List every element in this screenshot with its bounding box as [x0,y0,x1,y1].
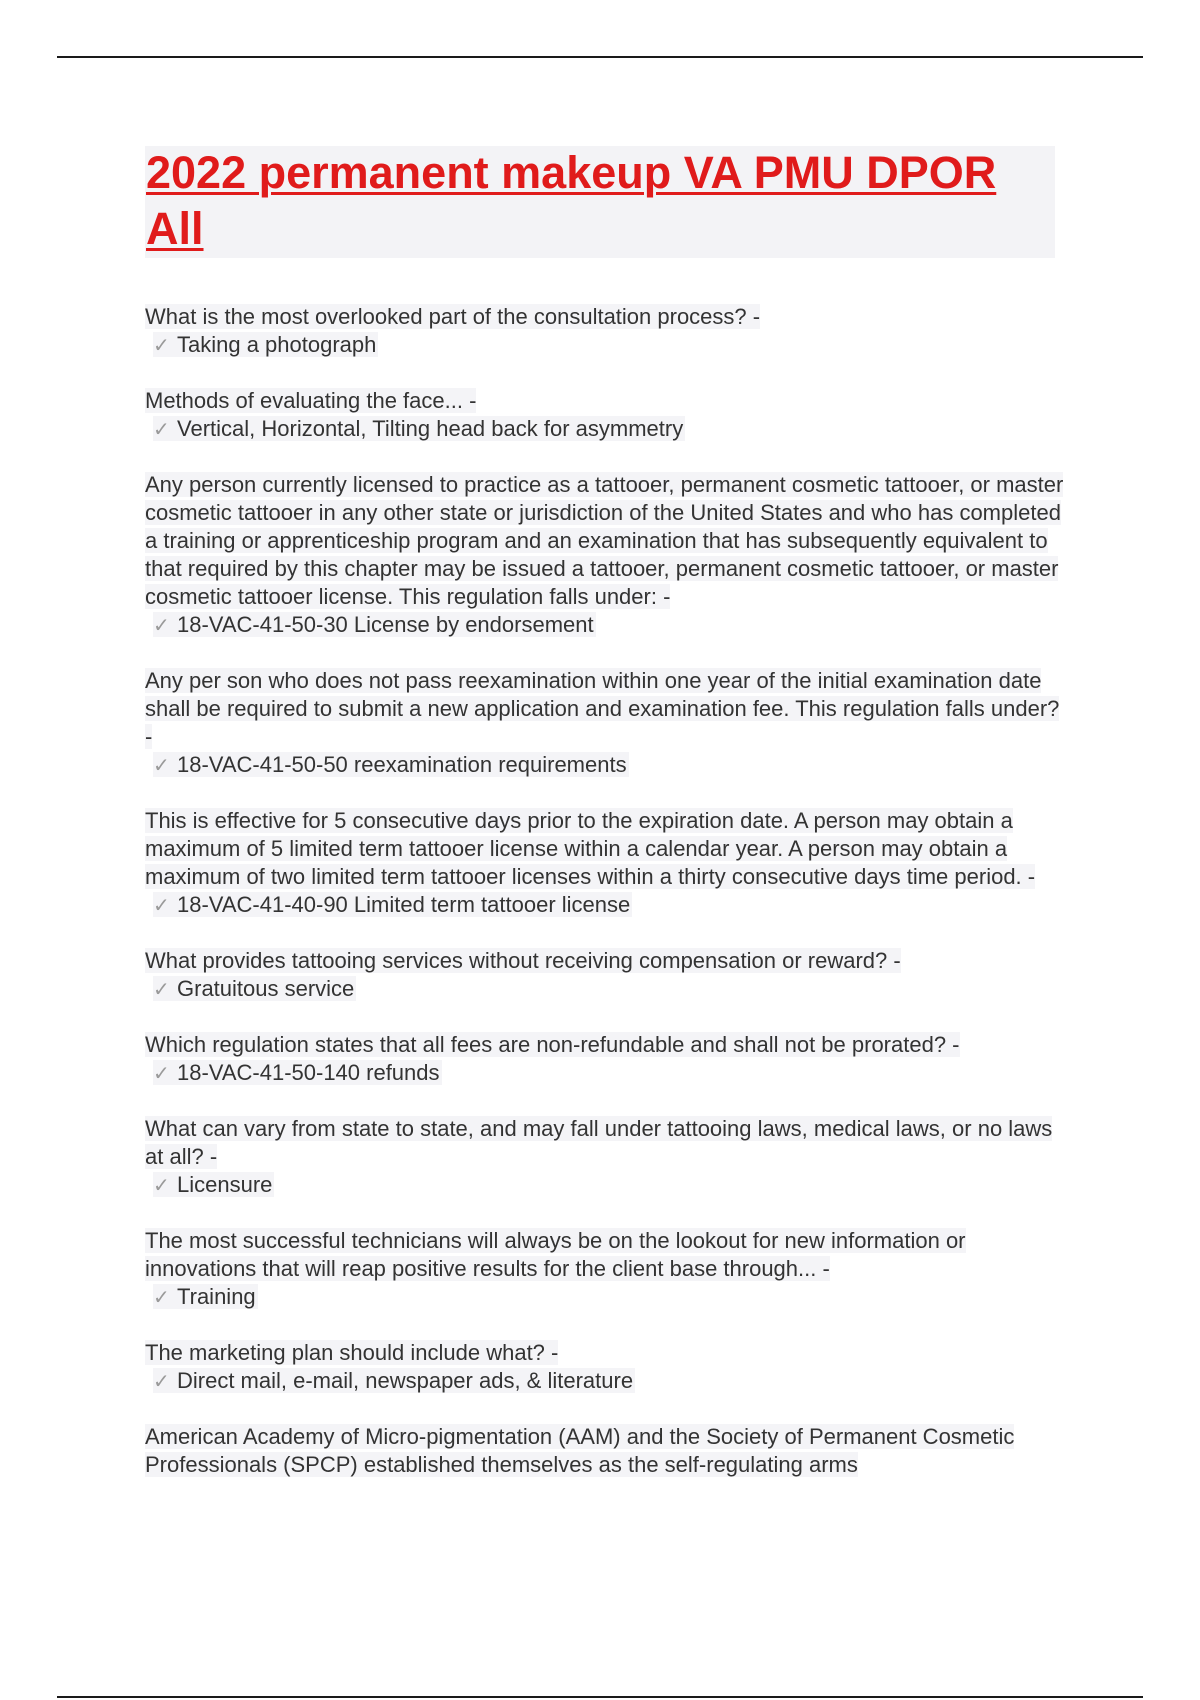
bottom-rule [57,1696,1143,1698]
qa-item [145,1227,1065,1311]
question-text: Any person currently licensed to practice as a tattooer, permanent cosmetic tattooer, or master cosmetic tattooer in any other state or jurisdiction of the United States and who has completed a training or apprenticeship program and an examination that has subsequently equivalent to that required by this chapter may be issued a tattooer, permanent cosmetic tattooer, or master cosmetic tattooer license. This regulation falls under: - [145,472,1064,609]
question-text: What is the most overlooked part of the consultation process? - [145,304,761,329]
question-text: American Academy of Micro-pigmentation (AAM) and the Society of Permanent Cosmetic Professionals (SPCP) established themselves as the self-regulating arms [145,1424,1015,1477]
qa-item [145,1339,1065,1395]
question-text: What provides tattooing services without receiving compensation or reward? - [145,948,901,973]
check-mark-icon: ✓ [153,1173,170,1197]
top-rule [57,56,1143,58]
qa-item [145,1115,1065,1199]
check-mark-icon: ✓ [153,753,170,777]
answer-text: 18-VAC-41-50-30 License by endorsement [177,612,594,637]
question-text: Methods of evaluating the face... - [145,388,477,413]
qa-item [145,667,1065,779]
question-text: The most successful technicians will always be on the lookout for new information or innovations that will reap positive results for the client base through... - [145,1228,966,1281]
qa-item [145,947,1065,1003]
answer-text: 18-VAC-41-50-140 refunds [177,1060,440,1085]
answer-text: 18-VAC-41-40-90 Limited term tattooer license [177,892,631,917]
question-text: Any per son who does not pass reexamination within one year of the initial examination date shall be required to submit a new application and examination fee. This regulation falls under? - [145,668,1060,749]
qa-item [145,1031,1065,1087]
qa-list [145,303,1065,1507]
answer-text: Licensure [177,1172,273,1197]
check-mark-icon: ✓ [153,333,170,357]
check-mark-icon: ✓ [153,977,170,1001]
check-mark-icon: ✓ [153,613,170,637]
check-mark-icon: ✓ [153,893,170,917]
check-mark-icon: ✓ [153,1061,170,1085]
check-mark-icon: ✓ [153,417,170,441]
qa-item [145,387,1065,443]
question-text: The marketing plan should include what? - [145,1340,559,1365]
qa-item [145,807,1065,919]
answer-text: Taking a photograph [177,332,377,357]
question-text: This is effective for 5 consecutive days prior to the expiration date. A person may obtain a maximum of 5 limited term tattooer license within a calendar year. A person may obtain a maximum of two limited term tattooer licenses within a thirty consecutive days time period. - [145,808,1036,889]
answer-text: Gratuitous service [177,976,355,1001]
answer-text: 18-VAC-41-50-50 reexamination requirements [177,752,627,777]
page-title: 2022 permanent makeup VA PMU DPOR All [146,147,997,254]
check-mark-icon: ✓ [153,1369,170,1393]
question-text: What can vary from state to state, and may fall under tattooing laws, medical laws, or no laws at all? - [145,1116,1053,1169]
qa-item [145,1423,1065,1479]
question-text: Which regulation states that all fees are non-refundable and shall not be prorated? - [145,1032,960,1057]
answer-text: Vertical, Horizontal, Tilting head back for asymmetry [177,416,684,441]
answer-text: Training [177,1284,256,1309]
qa-item [145,303,1065,359]
answer-text: Direct mail, e-mail, newspaper ads, & literature [177,1368,634,1393]
check-mark-icon: ✓ [153,1285,170,1309]
qa-item [145,471,1065,639]
